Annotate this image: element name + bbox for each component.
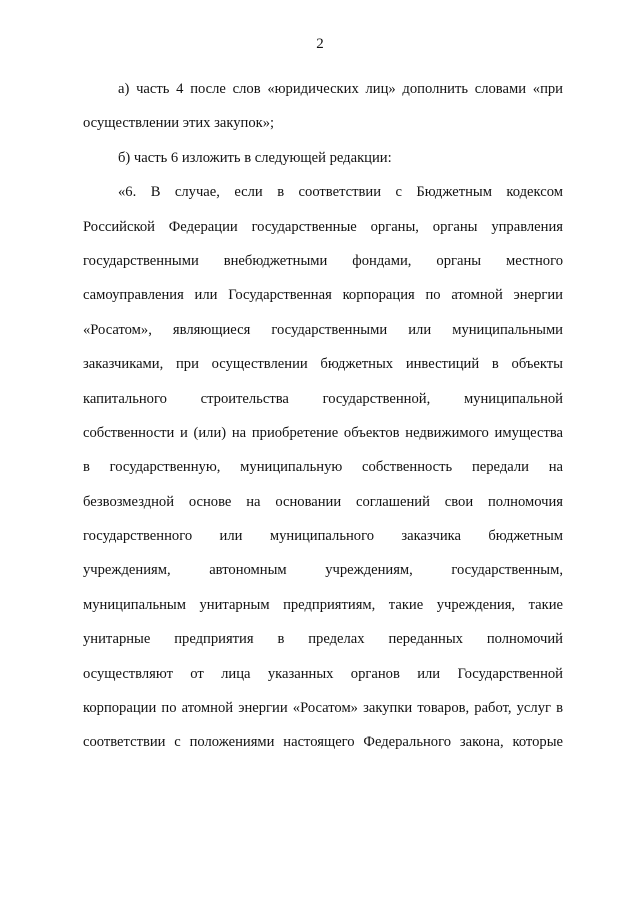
text-line: в государственную, муниципальную собственность передали на xyxy=(83,459,563,476)
page-number: 2 xyxy=(316,36,324,52)
text-line: «6. В случае, если в соответствии с Бюджетным кодексом xyxy=(118,184,563,201)
text-line: капитального строительства государственной, муниципальной xyxy=(83,390,563,407)
text-line: муниципальным унитарным предприятиям, такие учреждения, такие xyxy=(83,596,563,613)
text-line: осуществляют от лица указанных органов или Государственной xyxy=(83,665,563,682)
text-line: Российской Федерации государственные органы, органы управления xyxy=(83,218,563,235)
text-line: соответствии с положениями настоящего Федерального закона, которые xyxy=(83,734,563,751)
text-line: унитарные предприятия в пределах переданных полномочий xyxy=(83,631,563,648)
text-line: заказчиками, при осуществлении бюджетных инвестиций в объекты xyxy=(83,356,563,373)
text-line: государственного или муниципального заказчика бюджетным xyxy=(83,528,563,545)
text-line: учреждениям, автономным учреждениям, государственным, xyxy=(83,562,563,579)
text-line: самоуправления или Государственная корпорация по атомной энергии xyxy=(83,287,563,304)
text-line: корпорации по атомной энергии «Росатом» закупки товаров, работ, услуг в xyxy=(83,700,563,717)
text-line: государственными внебюджетными фондами, органы местного xyxy=(83,252,563,269)
text-line: «Росатом», являющиеся государственными или муниципальными xyxy=(83,321,563,338)
text-line: собственности и (или) на приобретение объектов недвижимого имущества xyxy=(83,424,563,441)
text-line: а) часть 4 после слов «юридических лиц» дополнить словами «при xyxy=(118,81,563,97)
text-line: безвозмездной основе на основании соглашений свои полномочия xyxy=(83,493,563,510)
text-line: б) часть 6 изложить в следующей редакции: xyxy=(118,149,392,166)
text-line: осуществлении этих закупок»; xyxy=(83,115,275,132)
document-body xyxy=(83,72,563,760)
